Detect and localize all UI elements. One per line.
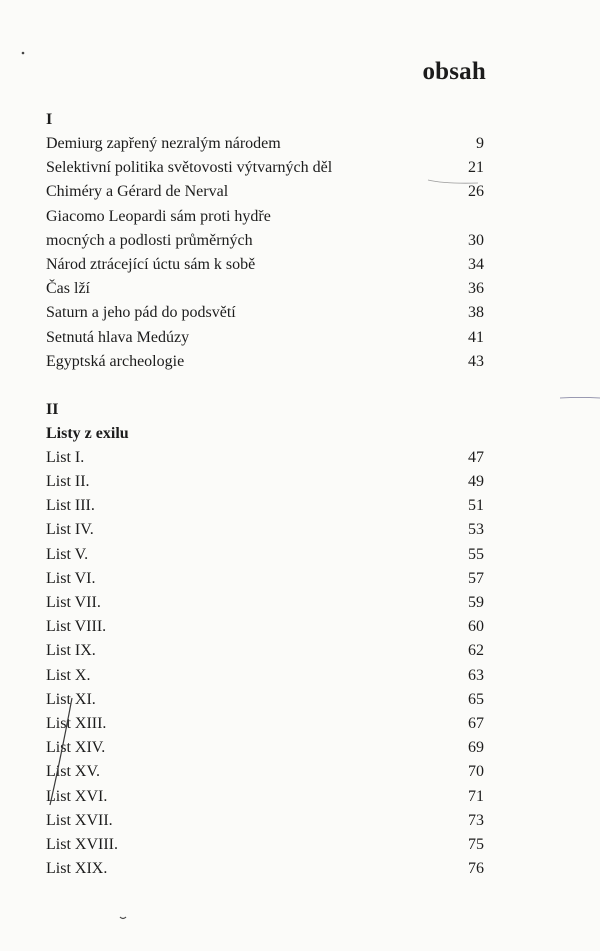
toc-entry-title: List III. bbox=[46, 497, 95, 515]
toc-entry bbox=[46, 760, 484, 784]
toc-entry bbox=[46, 494, 484, 518]
toc-entry-page: 38 bbox=[468, 304, 484, 322]
toc-entry-title: List II. bbox=[46, 473, 90, 491]
toc-entry-title: List IX. bbox=[46, 642, 96, 660]
table-of-contents bbox=[46, 108, 484, 881]
toc-entry bbox=[46, 156, 484, 180]
toc-entry-title: List XVIII. bbox=[46, 835, 118, 853]
toc-entry-page: 43 bbox=[468, 352, 484, 370]
toc-entry-page: 47 bbox=[468, 448, 484, 466]
toc-entry-title: List VI. bbox=[46, 569, 96, 587]
toc-entry bbox=[46, 857, 484, 881]
toc-entry bbox=[46, 688, 484, 712]
section-label-1: I bbox=[46, 111, 53, 128]
toc-entry-page: 9 bbox=[476, 135, 484, 152]
toc-entry bbox=[46, 712, 484, 736]
toc-entry bbox=[46, 277, 484, 301]
toc-entry-title: List XV. bbox=[46, 763, 100, 781]
toc-entry-page: 30 bbox=[468, 231, 484, 249]
toc-entry bbox=[46, 543, 484, 567]
toc-entry-title: Demiurg zapřený nezralým národem bbox=[46, 135, 281, 152]
section-subheading: Listy z exilu bbox=[46, 424, 129, 442]
toc-entry-title: Egyptská archeologie bbox=[46, 352, 185, 370]
toc-entry bbox=[46, 639, 484, 663]
toc-entry bbox=[46, 664, 484, 688]
toc-entry bbox=[46, 446, 484, 470]
toc-entry-title: List X. bbox=[46, 666, 91, 684]
toc-entry bbox=[46, 470, 484, 494]
toc-entry-title: Národ ztrácející úctu sám k sobě bbox=[46, 255, 256, 273]
toc-entry-page: 57 bbox=[468, 569, 484, 587]
toc-entry-page: 34 bbox=[468, 255, 484, 273]
section-1-entries bbox=[46, 132, 484, 374]
toc-entry-page: 21 bbox=[468, 159, 484, 177]
toc-entry-page: 69 bbox=[468, 739, 484, 757]
toc-entry-title: Selektivní politika světovosti výtvarných děl bbox=[46, 159, 333, 177]
toc-entry-page: 51 bbox=[468, 497, 484, 515]
toc-entry-title: List XVII. bbox=[46, 811, 113, 829]
toc-entry-page: 36 bbox=[468, 280, 484, 298]
toc-entry-page: 73 bbox=[468, 811, 484, 829]
toc-entry-title: List XVI. bbox=[46, 787, 108, 805]
toc-entry-page: 63 bbox=[468, 666, 484, 684]
toc-entry bbox=[46, 205, 484, 229]
page-title: obsah bbox=[422, 58, 486, 85]
toc-entry-page: 75 bbox=[468, 835, 484, 853]
toc-entry-title: Chiméry a Gérard de Nerval bbox=[46, 183, 229, 201]
toc-entry-page: 55 bbox=[468, 545, 484, 563]
toc-entry bbox=[46, 518, 484, 542]
toc-entry-title: List VIII. bbox=[46, 618, 107, 636]
toc-entry-title: Giacomo Leopardi sám proti hydře bbox=[46, 207, 271, 225]
toc-entry-title: mocných a podlosti průměrných bbox=[46, 231, 253, 249]
toc-entry-title: List XIX. bbox=[46, 860, 108, 878]
toc-entry-page: 60 bbox=[468, 618, 484, 636]
toc-entry-page: 26 bbox=[468, 183, 484, 201]
toc-entry-page: 76 bbox=[468, 860, 484, 878]
toc-entry-page: 53 bbox=[468, 521, 484, 539]
toc-entry bbox=[46, 229, 484, 253]
toc-entry-title: List I. bbox=[46, 448, 85, 466]
toc-entry-page: 71 bbox=[468, 787, 484, 805]
toc-entry bbox=[46, 132, 484, 156]
toc-entry-title: List V. bbox=[46, 545, 89, 563]
toc-entry-page: 41 bbox=[468, 328, 484, 346]
toc-entry-title: List XIV. bbox=[46, 739, 106, 757]
section-2-entries bbox=[46, 446, 484, 881]
toc-entry-page: 65 bbox=[468, 690, 484, 708]
toc-entry bbox=[46, 567, 484, 591]
toc-entry bbox=[46, 833, 484, 857]
toc-entry-page bbox=[454, 205, 484, 229]
toc-entry bbox=[46, 785, 484, 809]
toc-entry-title: List XIII. bbox=[46, 714, 107, 732]
toc-entry-title: List VII. bbox=[46, 594, 101, 611]
toc-entry bbox=[46, 615, 484, 639]
toc-entry-title: List XI. bbox=[46, 690, 96, 708]
toc-entry-page: 62 bbox=[468, 642, 484, 660]
toc-entry bbox=[46, 736, 484, 760]
toc-entry-title: Setnutá hlava Medúzy bbox=[46, 328, 190, 346]
toc-entry-page: 67 bbox=[468, 714, 484, 732]
toc-entry bbox=[46, 350, 484, 374]
toc-entry-title: Čas lží bbox=[46, 280, 90, 298]
toc-entry bbox=[46, 326, 484, 350]
toc-entry bbox=[46, 301, 484, 325]
toc-entry bbox=[46, 809, 484, 833]
toc-entry-page: 59 bbox=[468, 594, 484, 611]
toc-entry-page: 70 bbox=[468, 763, 484, 781]
toc-entry-title: Saturn a jeho pád do podsvětí bbox=[46, 304, 236, 322]
toc-entry bbox=[46, 591, 484, 615]
toc-entry bbox=[46, 253, 484, 277]
section-label-2: II bbox=[46, 400, 59, 418]
toc-entry-title: List IV. bbox=[46, 521, 94, 539]
toc-entry bbox=[46, 180, 484, 204]
toc-entry-page: 49 bbox=[468, 473, 484, 491]
section-gap bbox=[46, 374, 484, 398]
